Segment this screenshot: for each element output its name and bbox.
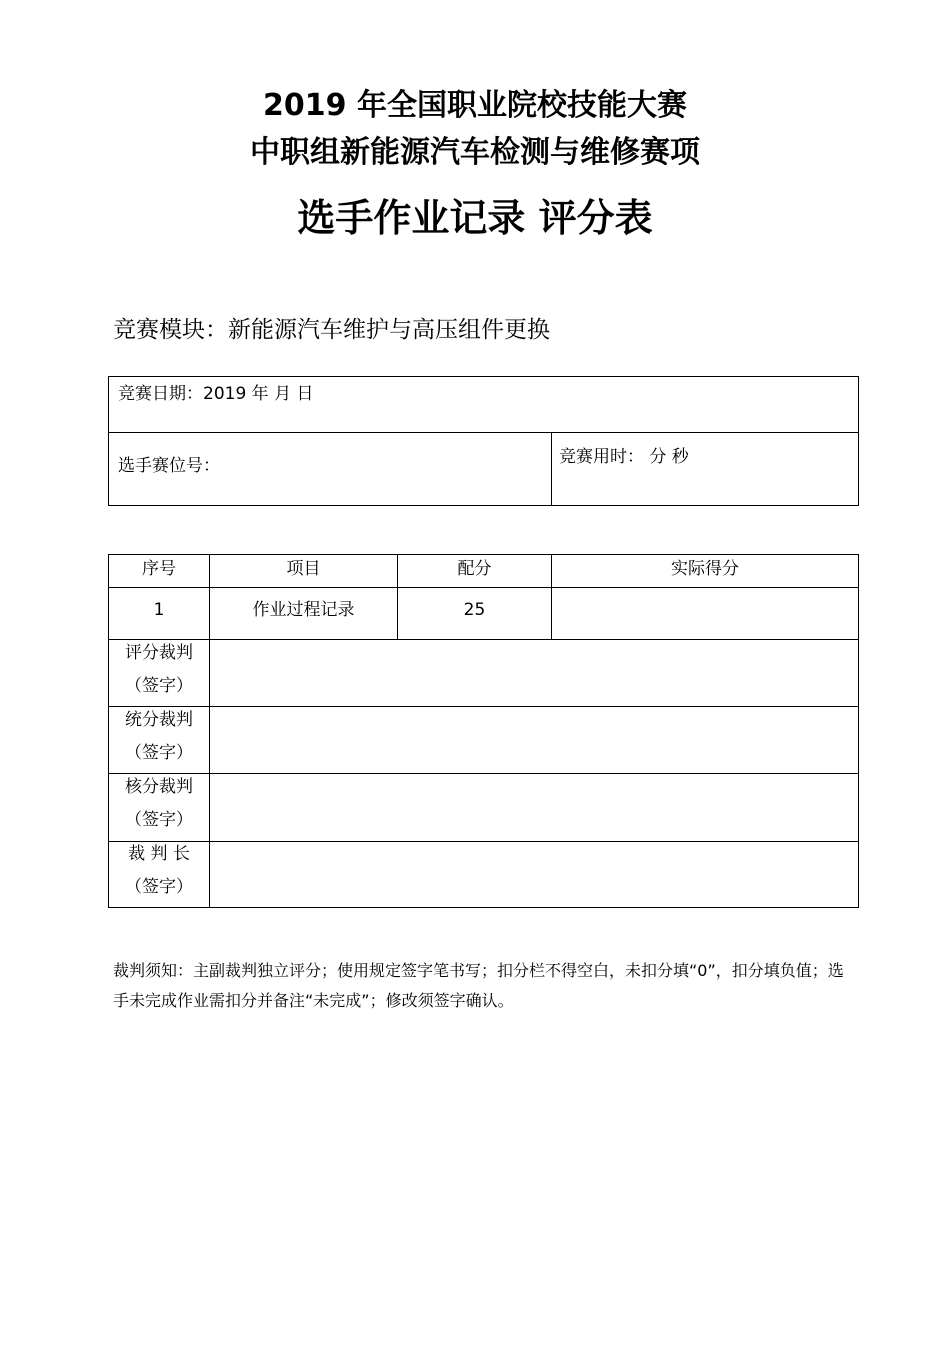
header-points: 配分 (457, 559, 492, 579)
scoring-judge-sign-label: （签字） (125, 676, 193, 696)
scoring-judge-label: 评分裁判 (125, 643, 193, 663)
row-number: 1 (153, 600, 165, 620)
tally-judge-sign-label: （签字） (125, 743, 193, 763)
header-number: 序号 (142, 559, 176, 579)
judge-notes: 裁判须知：主副裁判独立评分；使用规定签字笔书写；扣分栏不得空白，未扣分填“0”，扣分填负值；选手未完成作业需扣分并备注“未完成”；修改须签字确认。 (113, 961, 844, 1010)
scoring-judge-signature[interactable] (210, 640, 858, 706)
row-item: 作业过程记录 (252, 600, 355, 620)
info-table (108, 376, 859, 506)
title-form: 选手作业记录 评分表 (297, 196, 653, 240)
time-used-field[interactable]: 竞赛用时： 分 秒 (559, 447, 689, 467)
header-item: 项目 (286, 559, 321, 579)
seat-number-field[interactable]: 选手赛位号： (118, 456, 220, 476)
tally-judge-signature[interactable] (210, 707, 858, 773)
row-points: 25 (463, 600, 486, 620)
verify-judge-sign-label: （签字） (125, 810, 193, 830)
info-column-divider (551, 432, 552, 505)
info-divider (109, 432, 858, 433)
tally-judge-label: 统分裁判 (125, 710, 193, 730)
title-event: 中职组新能源汽车检测与维修赛项 (250, 135, 700, 170)
header-actual-score: 实际得分 (671, 559, 739, 579)
verify-judge-label: 核分裁判 (125, 777, 193, 797)
chief-judge-sign-label: （签字） (125, 877, 193, 897)
chief-judge-label: 裁 判 长 (128, 844, 190, 864)
verify-judge-signature[interactable] (210, 774, 858, 841)
date-field[interactable]: 竞赛日期：2019 年 月 日 (118, 384, 314, 404)
competition-module: 竞赛模块：新能源汽车维护与高压组件更换 (113, 317, 550, 343)
title-competition: 2019 年全国职业院校技能大赛 (263, 88, 687, 123)
chief-judge-signature[interactable] (210, 842, 858, 907)
score-table (108, 554, 859, 908)
row-divider-header (109, 587, 858, 588)
